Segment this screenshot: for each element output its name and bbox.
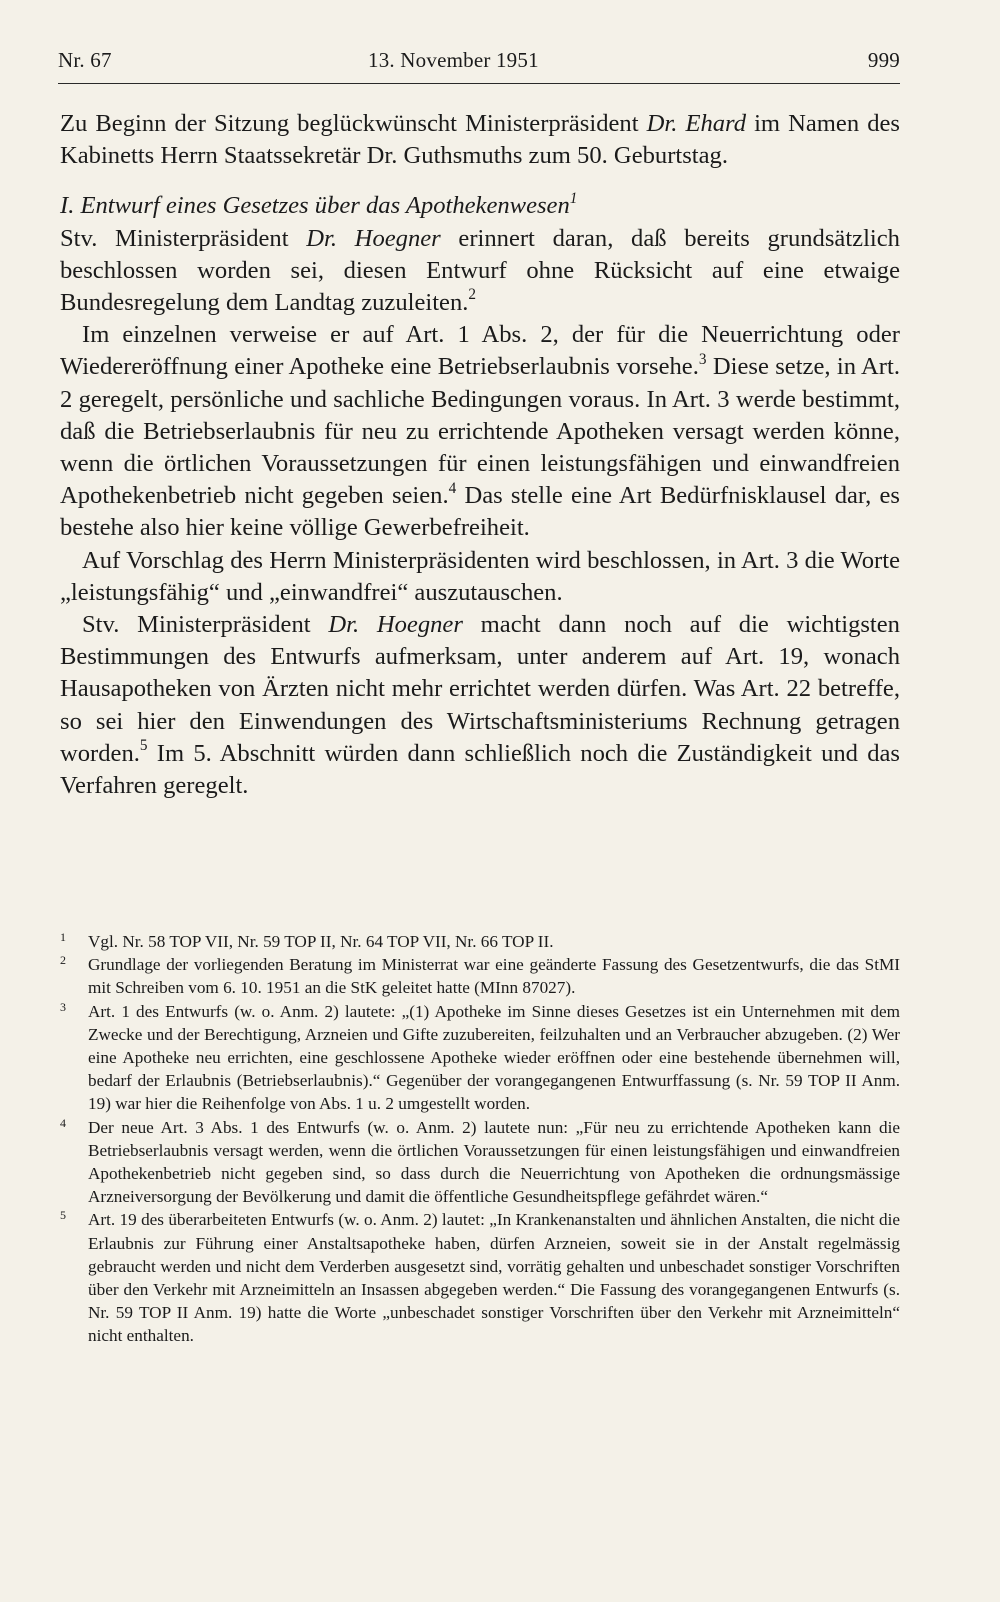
running-header <box>58 44 900 86</box>
paragraph-hoegner-2: Stv. Ministerpräsident Dr. Hoegner macht dann noch auf die wichtigsten Bestimmungen des Entwurfs aufmerksam, unter anderem auf Art. 19, wonach Hausapotheken von Ärzten nicht mehr errichtet werden dürfen. Was Art. 22 betreffe, so sei hier den Einwendungen des Wirtschaftsministeriums Rechnung getragen worden.$^5$ Im 5. Abschnitt würden dann schließlich noch die Zuständigkeit und das Verfahren geregelt. <box>60 611 900 800</box>
footnote-number: 3 <box>60 999 66 1014</box>
page-number: 999 <box>867 48 900 72</box>
footnote <box>60 953 900 999</box>
main-text <box>60 108 900 802</box>
header-rule <box>58 83 900 84</box>
paragraph-details: Im einzelnen verweise er auf Art. 1 Abs. 2, der für die Neuerrichtung oder Wiedereröffnung einer Apotheke eine Betriebserlaubnis vorsehe.$^3$ Diese setze, in Art. 2 geregelt, persönliche und sachliche Bedingungen voraus. In Art. 3 werde bestimmt, daß die Betriebserlaubnis für neu zu errichtende Apotheken versagt werden könne, wenn die örtlichen Voraussetzungen für einen leistungsfähigen und einwandfreien Apothekenbetrieb nicht gegeben seien.$^4$ Das stelle eine Art Bedürfnisklausel dar, es bestehe also hier keine völlige Gewerbefreiheit. <box>60 321 900 542</box>
footnote <box>60 1000 900 1116</box>
footnotes <box>60 930 900 1348</box>
footnote <box>60 930 900 953</box>
footnote <box>60 1208 900 1347</box>
footnote-text: Art. 1 des Entwurfs (w. o. Anm. 2) lautete: „(1) Apotheke im Sinne dieses Gesetzes ist ein Unternehmen mit dem Zwecke und der Berechtigung, Arzneien und Gifte zuzubereiten, feilzuhalten und an Verbraucher abzugeben. (2) Wer eine Apotheke neu errichten, eine geschlossene Apotheke wieder eröffnen oder eine bestehende übernehmen will, bedarf der Erlaubnis (Betriebserlaubnis).“ Gegenüber der vorangegangenen Entwurffassung (s. Nr. 59 TOP II Anm. 19) war hier die Reihenfolge von Abs. 1 u. 2 umgestellt worden. <box>88 1001 900 1114</box>
footnote-ref: 3 <box>698 350 707 368</box>
paragraph-hoegner-1: Stv. Ministerpräsident Dr. Hoegner erinnert daran, daß bereits grundsätzlich beschlossen worden sei, diesen Entwurf ohne Rücksicht auf eine etwaige Bundesregelung dem Landtag zuzuleiten.$^2$ <box>60 224 900 317</box>
header-date: 13. November 1951 <box>368 48 539 72</box>
person-name: Dr. Ehard <box>646 110 747 137</box>
footnote-number: 5 <box>60 1208 66 1223</box>
footnote-text: Art. 19 des überarbeiteten Entwurfs (w. o. Anm. 2) lautet: „In Krankenanstalten und ähnlichen Anstalten, die nicht die Erlaubnis zur Führung einer Anstaltsapotheke haben, dürfen Arzneien, soweit sie in der Anstalt regelmässig gebraucht werden und nicht dem Verderben ausgesetzt sind, vorrätig gehalten und unbeschadet sonstiger Vorschriften über den Verkehr mit Arzneimitteln an Insassen abgegeben werden.“ Die Fassung des vorangegangenen Entwurfs (s. Nr. 59 TOP II Anm. 19) hatte die Worte „unbeschadet sonstiger Vorschriften über den Verkehr mit Arzneimitteln“ nicht enthalten. <box>88 1210 900 1346</box>
agenda-item-heading: I. Entwurf eines Gesetzes über das Apothekenwesen$^1$ <box>60 189 578 220</box>
footnote-text: Der neue Art. 3 Abs. 1 des Entwurfs (w. o. Anm. 2) lautete nun: „Für neu zu errichtende Apotheken kann die Betriebserlaubnis versagt werden, wenn die örtlichen Voraussetzungen für einen leistungsfähigen und einwandfreien Apothekenbetrieb nicht gegeben sind, so dass durch die Neuerrichtung von Apotheken die ordnungsmässige Arzneiversorgung der Bevölkerung und damit die öffentliche Gesundheitspflege gefährdet wären.“ <box>88 1117 900 1207</box>
footnote-text: Grundlage der vorliegenden Beratung im Ministerrat war eine geänderte Fassung des Gesetzentwurfs, die das StMI mit Schreiben vom 6. 10. 1951 an die StK geleitet hatte (MInn 87027). <box>88 955 900 998</box>
person-name: Dr. Hoegner <box>328 611 463 639</box>
footnote-ref: 1 <box>569 189 578 207</box>
document-number: Nr. 67 <box>58 48 112 72</box>
person-name: Dr. Hoegner <box>306 224 441 252</box>
footnote-number: 4 <box>60 1115 66 1130</box>
footnote-text: Vgl. Nr. 58 TOP VII, Nr. 59 TOP II, Nr. 64 TOP VII, Nr. 66 TOP II. <box>88 932 554 951</box>
footnote-ref: 2 <box>468 286 477 304</box>
footnote-ref: 5 <box>139 737 148 755</box>
footnote-ref: 4 <box>448 479 457 497</box>
footnote <box>60 1116 900 1209</box>
footnote-number: 1 <box>60 930 66 944</box>
paragraph-opening: Zu Beginn der Sitzung beglückwünscht Ministerpräsident Dr. Ehard im Namen des Kabinetts Herrn Staatssekretär Dr. Guthsmuths zum 50. Geburtstag. <box>60 110 900 170</box>
footnote-number: 2 <box>60 953 66 968</box>
paragraph-resolution: Auf Vorschlag des Herrn Ministerpräsidenten wird beschlossen, in Art. 3 die Worte „leistungsfähig“ und „einwandfrei“ auszutauschen. <box>60 546 900 606</box>
